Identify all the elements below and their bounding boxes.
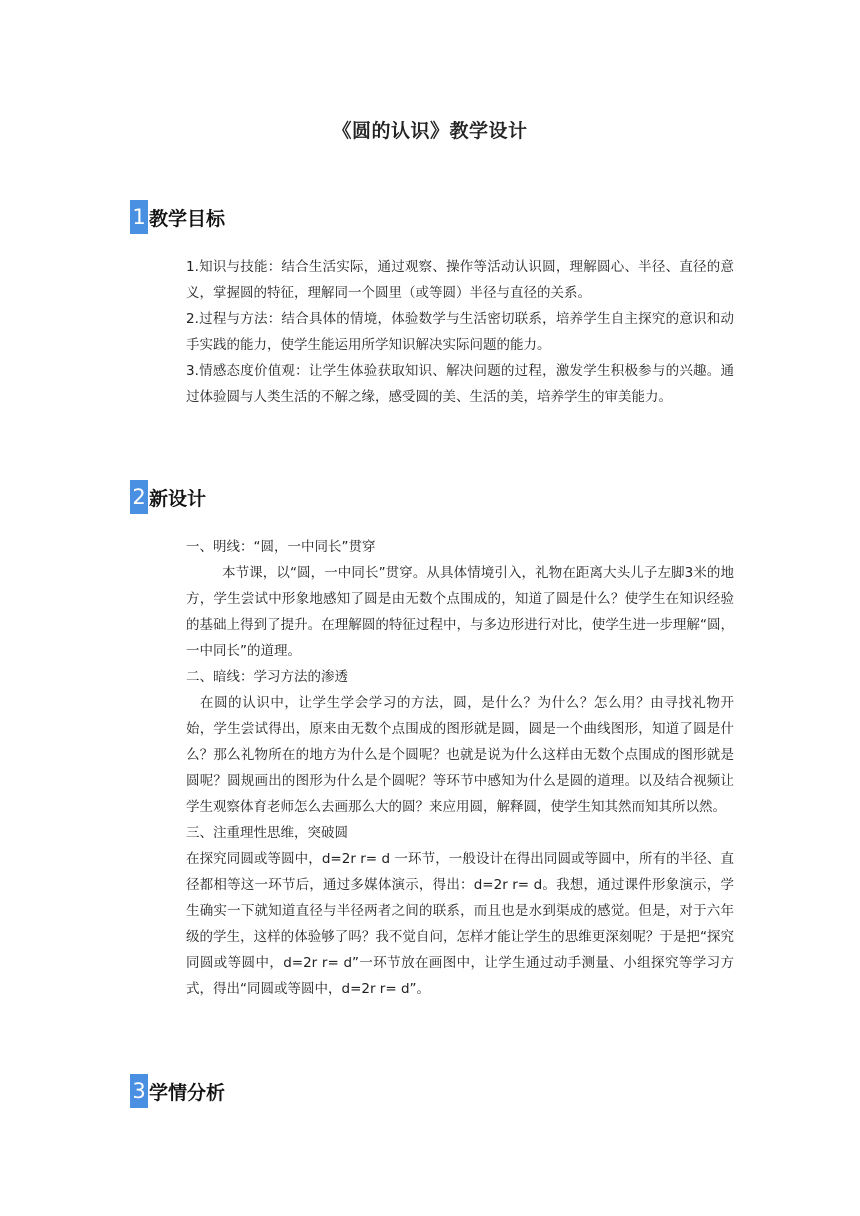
document-title: 《圆的认识》教学设计 [332, 120, 528, 142]
section-heading-teaching-goals [130, 200, 225, 234]
section-number-badge: 3 [130, 1074, 148, 1108]
paragraph: 2.过程与方法：结合具体的情境，体验数学与生活密切联系，培养学生自主探究的意识和动手实践的能力，使学生能运用所学知识解决实际问题的能力。 [186, 311, 734, 353]
section-number-badge: 1 [130, 200, 148, 234]
section-body-new-design [186, 534, 734, 1002]
section-title: 教学目标 [149, 207, 226, 230]
paragraph: 1.知识与技能：结合生活实际，通过观察、操作等活动认识圆，理解圆心、半径、直径的意义，掌握圆的特征，理解同一个圆里（或等圆）半径与直径的关系。 [186, 259, 734, 301]
paragraph: 在探究同圆或等圆中，d=2r r= d 一环节，一般设计在得出同圆或等圆中，所有的半径、直径都相等这一环节后，通过多媒体演示，得出：d=2r r= d。我想，通过课件形象演示，学生确实一下就知道直径与半径两者之间的联系，而且也是水到渠成的感觉。但是，对于六年级的学生，这样的体验够了吗？我不觉自问，怎样才能让学生的思维更深刻呢？于是把“探究同圆或等圆中，d=2r r= d”一环节放在画图中，让学生通过动手测量、小组探究等学习方式，得出“同圆或等圆中，d=2r r= d”。 [186, 851, 734, 997]
subheading: 一、明线：“圆，一中同长”贯穿 [186, 539, 376, 555]
paragraph: 本节课，以“圆，一中同长”贯穿。从具体情境引入，礼物在距离大头儿子左脚3米的地方，学生尝试中形象地感知了圆是由无数个点围成的，知道了圆是什么？使学生在知识经验的基础上得到了提升。在理解圆的特征过程中，与多边形进行对比，使学生进一步理解“圆，一中同长”的道理。 [186, 565, 734, 659]
subheading: 二、暗线：学习方法的渗透 [186, 669, 348, 685]
paragraph: 在圆的认识中，让学生学会学习的方法，圆，是什么？为什么？怎么用？由寻找礼物开始，学生尝试得出，原来由无数个点围成的图形就是圆，圆是一个曲线图形，知道了圆是什么？那么礼物所在的地方为什么是个圆呢？也就是说为什么这样由无数个点围成的图形就是圆呢？圆规画出的图形为什么是个圆呢？等环节中感知为什么是圆的道理。以及结合视频让学生观察体育老师怎么去画那么大的圆？来应用圆，解释圆，使学生知其然而知其所以然。 [186, 695, 734, 815]
section-number-badge: 2 [130, 480, 148, 514]
section-title: 学情分析 [149, 1081, 226, 1104]
section-body-teaching-goals [186, 254, 734, 410]
paragraph: 3.情感态度价值观：让学生体验获取知识、解决问题的过程，激发学生积极参与的兴趣。通过体验圆与人类生活的不解之缘，感受圆的美、生活的美，培养学生的审美能力。 [186, 363, 734, 405]
section-heading-new-design [130, 480, 206, 514]
section-title: 新设计 [149, 487, 207, 510]
section-heading-learning-analysis [130, 1074, 225, 1108]
subheading: 三、注重理性思维，突破圆 [186, 825, 348, 841]
